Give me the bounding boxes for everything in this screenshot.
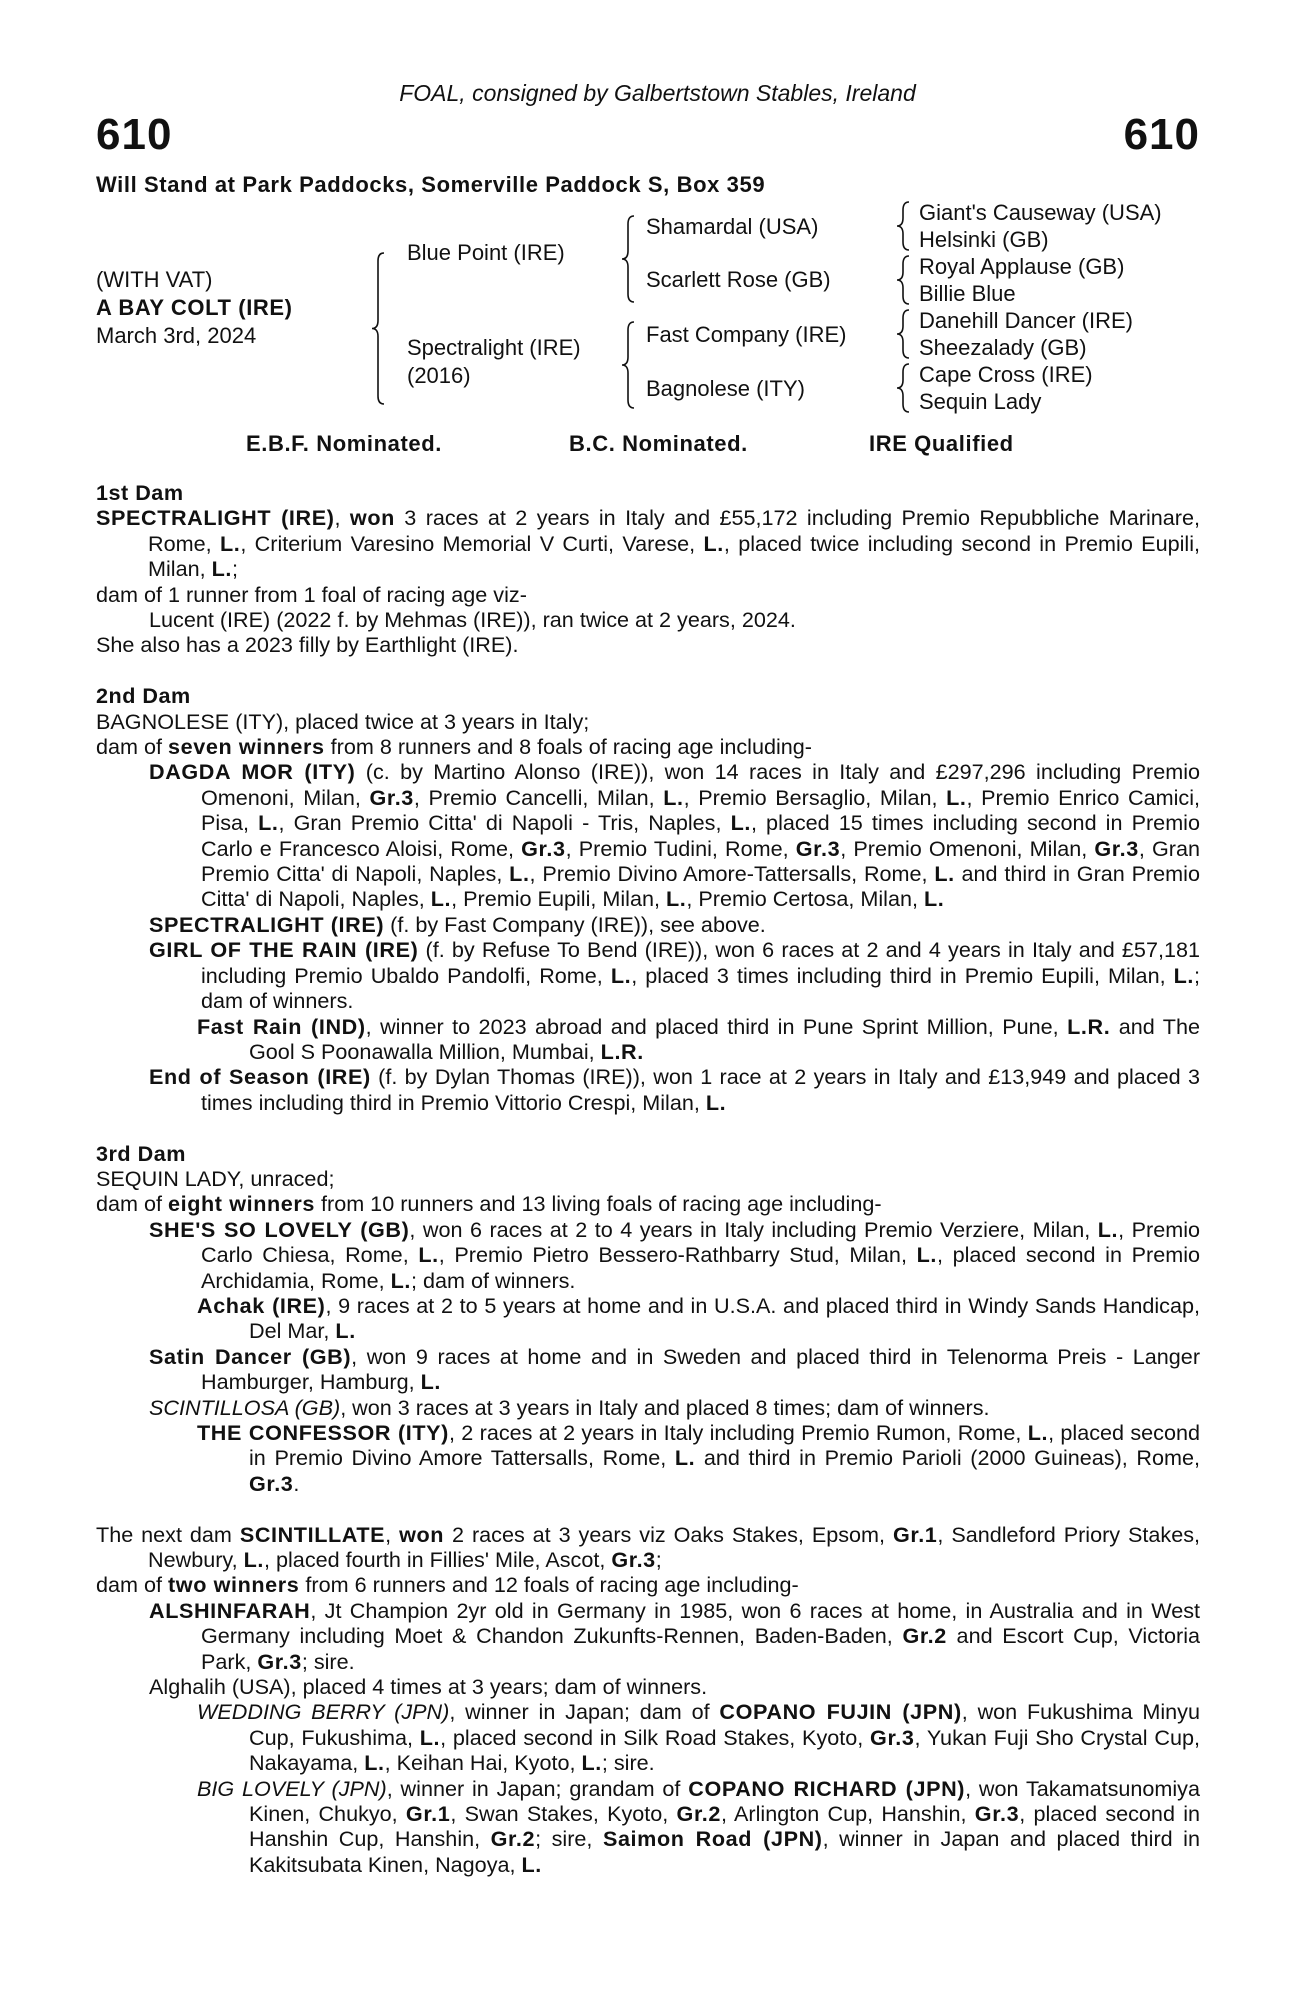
pedigree-entry [96, 1014, 1200, 1065]
great-grandparent: Danehill Dancer (IRE) [919, 308, 1133, 333]
text: , placed second in Premio Divino Amore Tattersalls, Rome, [249, 1420, 1200, 1471]
italic-text: BIG LOVELY (JPN) [197, 1775, 387, 1801]
bold-text: won [399, 1521, 445, 1547]
text: , 2 races at 2 years in Italy including Premio Rumon, Rome, [448, 1420, 1028, 1445]
bold-text: L. [219, 530, 241, 556]
bold-text: L. [1097, 1216, 1119, 1242]
pedigree-entry [96, 1522, 1200, 1573]
ire-qualification: IRE Qualified [869, 431, 1014, 456]
bold-text: won [349, 505, 395, 531]
catalogue-body [96, 480, 1200, 1903]
bold-text: L. [335, 1318, 356, 1344]
curly-brace [897, 256, 909, 304]
text: ; sire, [535, 1826, 603, 1852]
dam-year: (2016) [407, 363, 471, 388]
bold-text: L. [703, 530, 724, 556]
text: (f. by Dylan Thomas (IRE)), won 1 race at 2 years in Italy and £13,949 and placed 3 times including third in Premio Vittorio Crespi, Milan, [201, 1064, 1200, 1115]
bold-text: Achak (IRE) [197, 1292, 326, 1318]
bold-text: L. [211, 556, 232, 582]
bold-text: eight winners [168, 1191, 315, 1217]
pedigree-entry [96, 1420, 1200, 1496]
great-grandparent: Sheezalady (GB) [919, 335, 1087, 360]
bold-text: L.R. [600, 1038, 644, 1064]
bold-text: Satin Dancer (GB) [149, 1343, 352, 1369]
text: dam of [96, 1572, 169, 1598]
pedigree-entry [96, 1293, 1200, 1344]
bold-text: L. [916, 1242, 937, 1268]
curly-brace [622, 322, 634, 408]
bold-text: L. [946, 784, 967, 810]
text: , winner in Japan; dam of [449, 1699, 720, 1725]
text: , [385, 1521, 400, 1547]
grandparent: Scarlett Rose (GB) [646, 267, 831, 292]
text: ; sire. [601, 1750, 655, 1776]
bold-text: Gr.3 [257, 1648, 302, 1674]
bold-text: Gr.2 [902, 1623, 947, 1649]
pedigree-entry [96, 1191, 1200, 1216]
bold-text: L. [390, 1267, 412, 1293]
bold-text: seven winners [168, 734, 325, 760]
text: , Jt Champion 2yr old in Germany in 1985, won 6 races at home, in Australia and in West Germany including Moet & Chandon Zukunfts-Rennen, Baden-Baden, [201, 1597, 1200, 1649]
bold-text: Gr.3 [1094, 835, 1139, 861]
bold-text: End of Season (IRE) [149, 1064, 371, 1090]
curly-brace [897, 364, 909, 412]
dam-section [96, 480, 1200, 658]
bold-text: Gr.3 [870, 1724, 915, 1750]
pedigree-entry [96, 912, 1200, 937]
bold-text: Fast Rain (IND) [197, 1013, 366, 1039]
bold-text: Gr.3 [249, 1470, 294, 1496]
foaling-date: March 3rd, 2024 [96, 323, 257, 348]
section-heading: 1st Dam [96, 480, 184, 505]
bold-text: SPECTRALIGHT (IRE) [149, 911, 385, 937]
bold-text: L. [705, 1089, 727, 1115]
pedigree-entry [96, 632, 1200, 657]
text: , Keihan Hai, Kyoto, [384, 1750, 582, 1776]
pedigree-entry [96, 1217, 1200, 1293]
text: ; dam of winners. [201, 962, 1200, 1014]
text: Alghalih (USA), placed 4 times at 3 years; dam of winners. [149, 1674, 708, 1700]
text: , won 6 races at 2 to 4 years in Italy including Premio Verziere, Milan, [409, 1216, 1098, 1242]
bold-text: L. [509, 861, 530, 887]
pedigree-entry [96, 1395, 1200, 1420]
bold-text: Gr.3 [611, 1547, 656, 1573]
curly-brace [622, 216, 634, 302]
bold-text: SPECTRALIGHT (IRE) [96, 505, 335, 531]
italic-text: SCINTILLOSA (GB) [149, 1394, 341, 1420]
bold-text: Gr.1 [405, 1801, 451, 1827]
text: , placed second in Hanshin Cup, Hanshin, [249, 1801, 1200, 1852]
sire: Blue Point (IRE) [407, 240, 565, 265]
text: dam of [96, 1191, 169, 1217]
text: (c. by Martino Alonso (IRE)), won 14 races in Italy and £297,296 including Premio Omenoni, Milan, [201, 759, 1200, 810]
bold-text: L. [581, 1750, 602, 1776]
pedigree-entry [96, 709, 1200, 734]
pedigree-braces [0, 0, 1315, 480]
italic-text: WEDDING BERRY (JPN) [197, 1699, 450, 1725]
pedigree-entry [96, 1674, 1200, 1699]
bold-text: L. [1173, 962, 1194, 988]
great-grandparent: Cape Cross (IRE) [919, 362, 1093, 387]
text: ; sire. [301, 1648, 355, 1674]
grandparent: Shamardal (USA) [646, 214, 819, 239]
pedigree-entry [96, 759, 1200, 911]
text: , Premio Cancelli, Milan, [413, 784, 664, 810]
bold-text: THE CONFESSOR (ITY) [197, 1420, 449, 1445]
text: (f. by Fast Company (IRE)), see above. [384, 911, 766, 937]
text: and Escort Cup, Victoria Park, [201, 1623, 1200, 1674]
text: and third in Premio Parioli (2000 Guineas), Rome, [695, 1445, 1201, 1471]
bold-text: Saimon Road (JPN) [602, 1826, 823, 1852]
pedigree-entry [96, 1598, 1200, 1674]
dam-section [96, 683, 1200, 1115]
lot-number-right: 610 [1123, 110, 1200, 159]
bold-text: Gr.3 [369, 784, 414, 810]
text: , Yukan Fuji Sho Crystal Cup, Nakayama, [249, 1724, 1200, 1776]
text: ; [232, 556, 238, 582]
bold-text: L. [934, 861, 955, 887]
text: dam of 1 runner from 1 foal of racing age viz- [96, 581, 527, 607]
text: , placed second in Premio Archidamia, Rome, [201, 1242, 1200, 1293]
bc-nomination: B.C. Nominated. [569, 431, 748, 456]
text: (f. by Refuse To Bend (IRE)), won 6 races at 2 and 4 years in Italy and £57,181 including Premio Ubaldo Pandolfi, Rome, [201, 937, 1200, 988]
text: from 6 runners and 12 foals of racing age including- [299, 1572, 799, 1598]
text: from 8 runners and 8 foals of racing age including- [324, 734, 812, 760]
lot-name: A BAY COLT (IRE) [96, 295, 293, 320]
bold-text: L. [418, 1242, 439, 1268]
bold-text: COPANO RICHARD (JPN) [688, 1775, 966, 1801]
pedigree-entry [96, 1064, 1200, 1115]
bold-text: ALSHINFARAH [149, 1597, 311, 1623]
section-heading: 3rd Dam [96, 1140, 186, 1166]
bold-text: L. [430, 886, 452, 912]
curly-brace [372, 253, 384, 404]
text: from 10 runners and 13 living foals of racing age including- [315, 1191, 882, 1217]
text: , Premio Bersaglio, Milan, [683, 784, 947, 810]
pedigree-entry [96, 607, 1200, 632]
great-grandparent: Giant's Causeway (USA) [919, 200, 1162, 225]
text: ; dam of winners. [411, 1267, 576, 1293]
dam: Spectralight (IRE) [407, 335, 581, 360]
bold-text: SHE'S SO LOVELY (GB) [149, 1216, 410, 1242]
bold-text: L. [1027, 1420, 1049, 1445]
text: dam of [96, 734, 169, 760]
pedigree-entry [96, 582, 1200, 607]
text: , Swan Stakes, Kyoto, [450, 1801, 677, 1827]
bold-text: DAGDA MOR (ITY) [149, 759, 356, 785]
text: , Premio Certosa, Milan, [686, 886, 924, 912]
dam-section [96, 1522, 1200, 1878]
text: 3 races at 2 years in Italy and £55,172 including Premio Repubbliche Marinare, Rome, [148, 505, 1200, 556]
text: , winner in Japan and placed third in Kakitsubata Kinen, Nagoya, [249, 1826, 1200, 1877]
consignor-line: FOAL, consigned by Galbertstown Stables, Ireland [399, 80, 916, 106]
bold-text: Gr.3 [974, 1801, 1020, 1827]
text: , Sandleford Priory Stakes, Newbury, [148, 1521, 1201, 1573]
text: , Gran Premio Citta' di Napoli, Naples, [201, 835, 1200, 887]
text: , Criterium Varesino Memorial V Curti, Varese, [240, 530, 704, 556]
bold-text: Gr.1 [892, 1521, 938, 1547]
pedigree-entry [96, 1166, 1200, 1191]
lot-number-left: 610 [96, 110, 173, 159]
bold-text: two winners [168, 1572, 300, 1598]
bold-text: L. [258, 810, 279, 836]
text: The next dam [96, 1521, 240, 1547]
text: , Premio Enrico Camici, Pisa, [201, 784, 1200, 836]
bold-text: L. [665, 886, 687, 912]
great-grandparent: Royal Applause (GB) [919, 254, 1125, 279]
bold-text: L. [521, 1851, 542, 1877]
text: , won Fukushima Minyu Cup, Fukushima, [249, 1699, 1200, 1750]
text: , Premio Divino Amore-Tattersalls, Rome, [529, 861, 935, 887]
bold-text: COPANO FUJIN (JPN) [719, 1699, 962, 1725]
curly-brace [897, 202, 909, 250]
text: , placed twice including second in Premio Eupili, Milan, [148, 530, 1200, 582]
ebf-nomination: E.B.F. Nominated. [246, 431, 442, 456]
bold-text: Gr.2 [490, 1826, 536, 1852]
great-grandparent: Billie Blue [919, 281, 1016, 306]
vat-note: (WITH VAT) [96, 267, 213, 292]
text: , Premio Tudini, Rome, [565, 835, 796, 861]
bold-text: L. [243, 1547, 264, 1573]
bold-text: SCINTILLATE [239, 1521, 386, 1547]
bold-text: L. [419, 1724, 441, 1750]
grandparent: Bagnolese (ITY) [646, 376, 805, 401]
bold-text: L.R. [1067, 1013, 1111, 1039]
text: , placed fourth in Fillies' Mile, Ascot, [264, 1547, 612, 1573]
bold-text: L. [420, 1369, 442, 1395]
great-grandparent: Helsinki (GB) [919, 227, 1049, 252]
great-grandparent: Sequin Lady [919, 389, 1042, 414]
text: and third in Gran Premio Citta' di Napoli, Naples, [201, 861, 1200, 912]
text: , placed second in Silk Road Stakes, Kyoto, [440, 1724, 871, 1750]
text: , won 3 races at 3 years in Italy and placed 8 times; dam of winners. [340, 1394, 990, 1420]
text: BAGNOLESE (ITY), placed twice at 3 years in Italy; [96, 708, 590, 734]
text: Lucent (IRE) (2022 f. by Mehmas (IRE)), ran twice at 2 years, 2024. [149, 607, 796, 633]
text: 2 races at 3 years viz Oaks Stakes, Epsom, [444, 1521, 893, 1547]
bold-text: Gr.2 [676, 1801, 721, 1827]
text: SEQUIN LADY, unraced; [96, 1165, 335, 1191]
stand-location: Will Stand at Park Paddocks, Somerville Paddock S, Box 359 [96, 172, 766, 197]
pedigree-entry [96, 1572, 1200, 1597]
bold-text: L. [364, 1750, 385, 1776]
text: , Premio Carlo Chiesa, Rome, [201, 1216, 1201, 1268]
pedigree-entry [96, 505, 1200, 581]
text: , [334, 505, 350, 531]
text: , 9 races at 2 to 5 years at home and in U.S.A. and placed third in Windy Sands Handicap, Del Mar, [249, 1292, 1200, 1344]
pedigree-entry [96, 1699, 1200, 1775]
text: , placed 15 times including second in Premio Carlo e Francesco Aloisi, Rome, [201, 810, 1200, 861]
bold-text: L. [610, 962, 632, 988]
text: , winner to 2023 abroad and placed third in Pune Sprint Million, Pune, [365, 1013, 1068, 1039]
text: , Premio Pietro Bessero-Rathbarry Stud, Milan, [438, 1242, 917, 1268]
bold-text: GIRL OF THE RAIN (IRE) [149, 937, 419, 963]
bold-text: L. [663, 784, 684, 810]
text: She also has a 2023 filly by Earthlight (IRE). [96, 632, 519, 658]
text: , winner in Japan; grandam of [386, 1775, 689, 1801]
bold-text: L. [923, 886, 945, 912]
text: , Arlington Cup, Hanshin, [720, 1801, 975, 1827]
text: , Premio Eupili, Milan, [451, 886, 666, 912]
text: ; [655, 1547, 662, 1573]
text: , won 9 races at home and in Sweden and placed third in Telenorma Preis - Langer Hamburger, Hamburg, [201, 1343, 1201, 1395]
bold-text: L. [674, 1445, 696, 1471]
bold-text: Gr.3 [795, 835, 841, 861]
text: , Premio Omenoni, Milan, [840, 835, 1095, 861]
bold-text: Gr.3 [521, 835, 566, 861]
text: , Gran Premio Citta' di Napoli - Tris, Naples, [278, 810, 731, 836]
bold-text: L. [730, 810, 751, 836]
text: . [293, 1470, 300, 1496]
pedigree-entry [96, 1776, 1200, 1878]
grandparent: Fast Company (IRE) [646, 322, 847, 347]
text: and The Gool S Poonawalla Million, Mumbai, [249, 1013, 1201, 1064]
pedigree-entry [96, 734, 1200, 759]
dam-section [96, 1141, 1200, 1497]
pedigree-entry [96, 1344, 1200, 1395]
section-heading: 2nd Dam [96, 683, 191, 709]
pedigree-entry [96, 937, 1200, 1013]
text: , placed 3 times including third in Premio Eupili, Milan, [631, 962, 1174, 988]
text: , won Takamatsunomiya Kinen, Chukyo, [249, 1775, 1200, 1827]
curly-brace [897, 310, 909, 358]
